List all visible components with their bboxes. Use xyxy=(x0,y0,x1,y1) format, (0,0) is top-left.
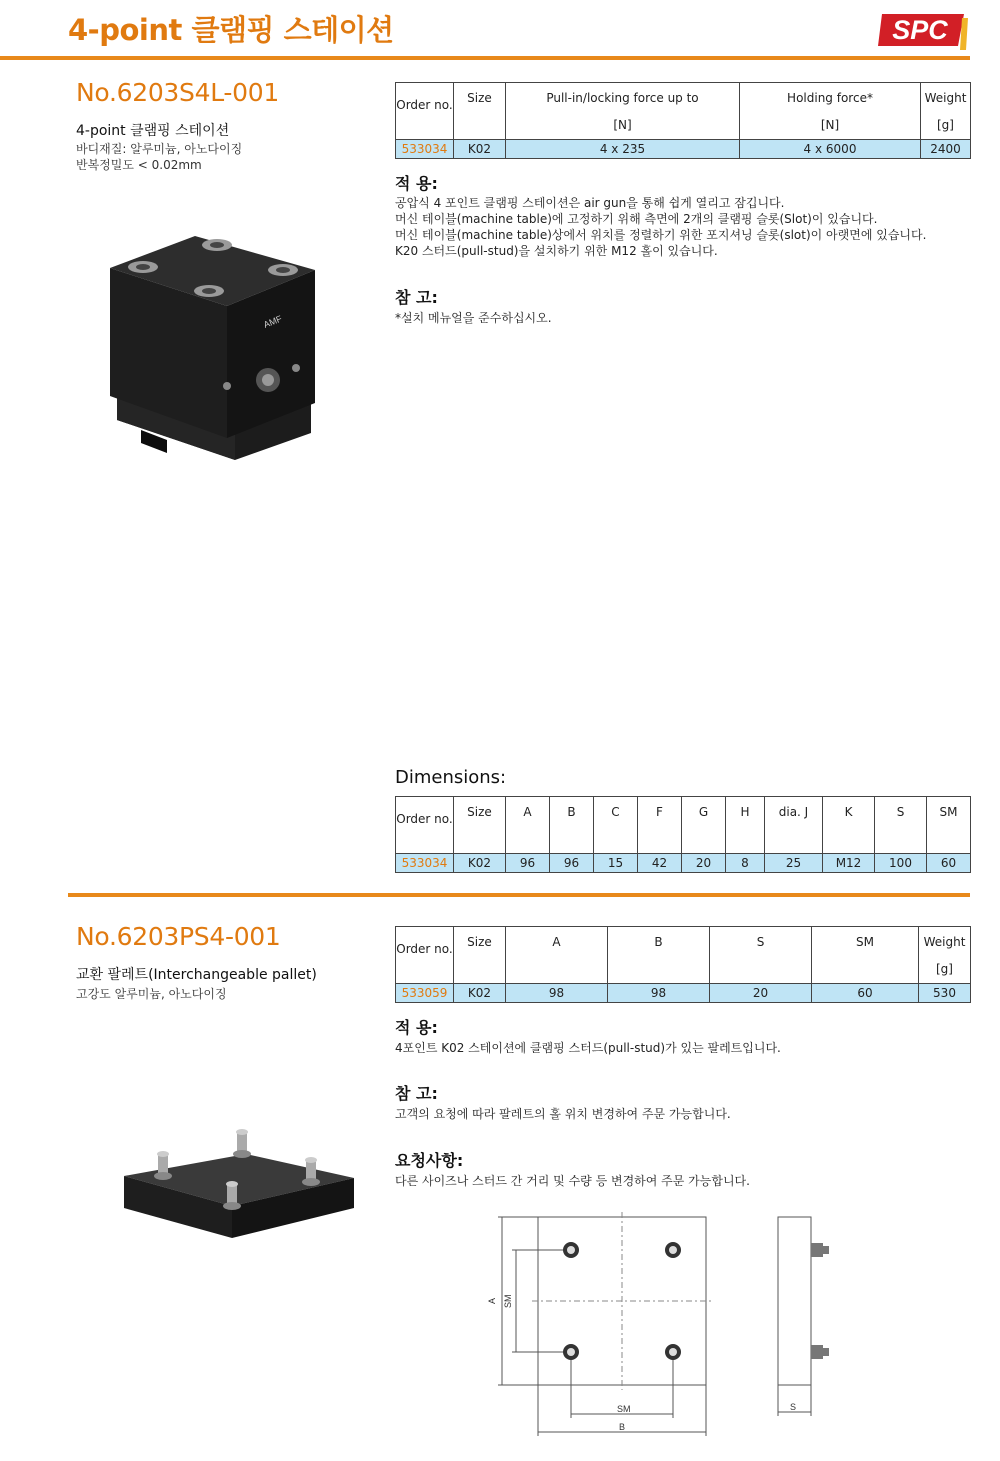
th-weight: Weight [g] xyxy=(921,83,971,140)
dim-label-a: A xyxy=(487,1297,497,1304)
th-a: A xyxy=(506,927,608,984)
table-row: 533059 K02 98 98 20 60 530 xyxy=(396,984,971,1003)
clamping-station-image xyxy=(105,228,320,473)
th-b: B xyxy=(608,927,710,984)
product2-request-line: 다른 사이즈나 스터드 간 거리 및 수량 등 변경하여 주문 가능합니다. xyxy=(395,1174,750,1188)
table-row: 533034 K02 4 x 235 4 x 6000 2400 xyxy=(396,140,971,159)
product1-application-line: 머신 테이블(machine table)상에서 위치를 정렬하기 위한 포지셔닝 슬롯(slot)이 아랫면에 있습니다. xyxy=(395,228,927,242)
product2-application-heading: 적 용: xyxy=(395,1018,438,1037)
pallet-image xyxy=(118,1124,358,1244)
dimensions-title: Dimensions: xyxy=(395,767,507,788)
th-a: A xyxy=(506,797,550,854)
product1-number: No.6203S4L-001 xyxy=(76,78,279,107)
product1-spec-precision: 반복정밀도 < 0.02mm xyxy=(76,158,202,172)
th-size: Size xyxy=(454,797,506,854)
th-sm: SM xyxy=(812,927,919,984)
product2-spec-table xyxy=(395,926,971,1003)
logo-text: SPC xyxy=(892,15,948,45)
th-dia-j: dia. J xyxy=(765,797,823,854)
th-s: S xyxy=(710,927,812,984)
th-b: B xyxy=(550,797,594,854)
product1-application-line: K20 스터드(pull-stud)을 설치하기 위한 M12 홀이 있습니다. xyxy=(395,244,718,258)
product2-note-heading: 참 고: xyxy=(395,1084,438,1103)
th-s: S xyxy=(875,797,927,854)
dim-label-sm-vertical: SM xyxy=(503,1294,513,1308)
th-order-no: Order no. xyxy=(396,797,454,854)
th-size: Size xyxy=(454,927,506,984)
product1-name: 4-point 클램핑 스테이션 xyxy=(76,123,230,139)
dim-label-s: S xyxy=(790,1402,797,1412)
product1-application-line: 공압식 4 포인트 클램핑 스테이션은 air gun을 통해 쉽게 열리고 잠깁니다. xyxy=(395,196,785,210)
product2-spec-material: 고강도 알루미늄, 아노다이징 xyxy=(76,987,227,1001)
th-order-no: Order no. xyxy=(396,927,454,984)
image-brand-label: AMF xyxy=(262,313,284,330)
dim-label-sm-horizontal: SM xyxy=(617,1404,631,1414)
section-divider xyxy=(68,893,970,897)
page-title: 4-point 클램핑 스테이션 xyxy=(68,13,394,47)
th-f: F xyxy=(638,797,682,854)
th-holding-force: Holding force* [N] xyxy=(740,83,921,140)
table-row: 533034 K02 96 96 15 42 20 8 25 M12 100 60 xyxy=(396,854,971,873)
product1-spec-material: 바디재질: 알루미늄, 아노다이징 xyxy=(76,142,243,156)
th-g: G xyxy=(682,797,726,854)
product2-number: No.6203PS4-001 xyxy=(76,922,281,951)
th-c: C xyxy=(594,797,638,854)
product1-note-line: *설치 메뉴얼을 준수하십시오. xyxy=(395,311,552,325)
product2-name: 교환 팔레트(Interchangeable pallet) xyxy=(76,967,317,983)
dim-label-b: B xyxy=(619,1422,626,1432)
th-pull-in-force: Pull-in/locking force up to [N] xyxy=(506,83,740,140)
th-h: H xyxy=(726,797,765,854)
product2-application-line: 4포인트 K02 스테이션에 클램핑 스터드(pull-stud)가 있는 팔레트입니다. xyxy=(395,1041,781,1055)
th-k: K xyxy=(823,797,875,854)
product1-application-line: 머신 테이블(machine table)에 고정하기 위해 측면에 2개의 클램핑 슬롯(Slot)이 있습니다. xyxy=(395,212,878,226)
th-sm: SM xyxy=(927,797,971,854)
product1-note-heading: 참 고: xyxy=(395,288,438,307)
header-rule xyxy=(0,56,970,60)
product2-request-heading: 요청사항: xyxy=(395,1151,464,1170)
th-weight: Weight [g] xyxy=(919,927,971,984)
th-order-no: Order no. xyxy=(396,83,454,140)
product1-spec-table xyxy=(395,82,971,159)
product2-note-line: 고객의 요청에 따라 팔레트의 홀 위치 변경하여 주문 가능합니다. xyxy=(395,1107,731,1121)
th-size: Size xyxy=(454,83,506,140)
spc-logo xyxy=(878,8,968,52)
product1-application-heading: 적 용: xyxy=(395,174,438,193)
dimensions-table xyxy=(395,796,971,873)
pallet-technical-drawing xyxy=(480,1210,840,1440)
